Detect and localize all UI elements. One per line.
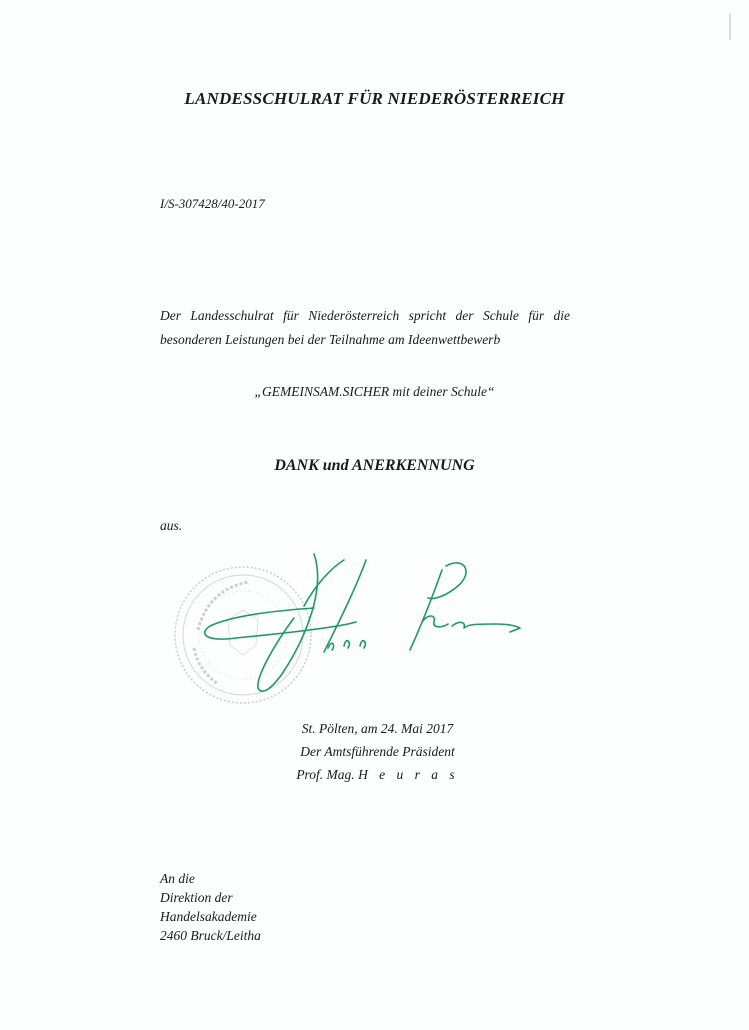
- scan-edge-mark: [729, 14, 731, 40]
- signatory-title: Prof. Mag.: [296, 767, 355, 782]
- recipient-address: [160, 869, 261, 945]
- signatory-name-line: [0, 763, 749, 786]
- signature-icon: [196, 548, 526, 700]
- award-title: DANK und ANERKENNUNG: [274, 457, 475, 474]
- body-paragraph: Der Landesschulrat für Niederösterreich spricht der Schule für die besonderen Leistungen bei der Teilnahme am Ideenwettbewerb: [160, 308, 570, 347]
- signoff-block: [0, 717, 749, 786]
- reference-number: I/S-307428/40-2017: [160, 196, 265, 211]
- signatory-role: Der Amtsführende Präsident: [300, 744, 455, 759]
- signatory-name: H e u r a s: [358, 767, 459, 782]
- competition-title: „GEMEINSAM.SICHER mit deiner Schule“: [254, 384, 495, 399]
- address-line-2: Direktion der: [160, 890, 233, 905]
- document-heading: LANDESSCHULRAT FÜR NIEDERÖSTERREICH: [184, 89, 565, 108]
- address-line-4: 2460 Bruck/Leitha: [160, 928, 261, 943]
- closing-word: aus.: [160, 518, 183, 533]
- place-date: St. Pölten, am 24. Mai 2017: [301, 721, 454, 736]
- address-line-1: An die: [160, 871, 195, 886]
- address-line-3: Handelsakademie: [160, 909, 257, 924]
